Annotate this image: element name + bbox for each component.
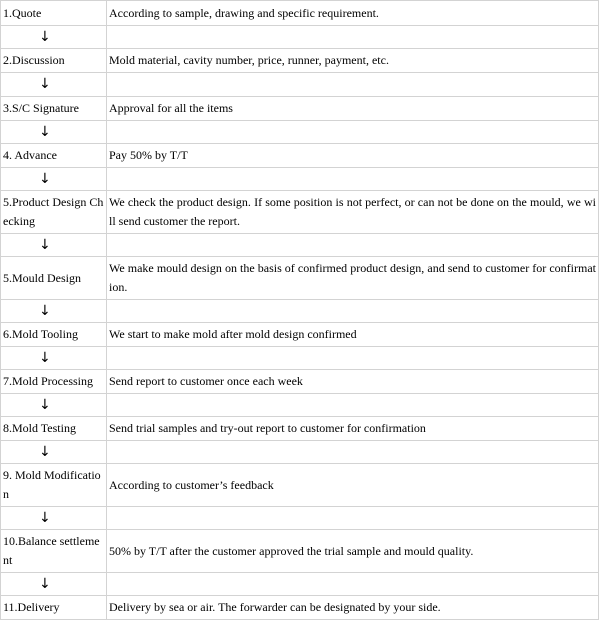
arrow-down-icon: ↓ xyxy=(39,302,51,319)
arrow-row xyxy=(1,507,599,530)
step-label: 4. Advance xyxy=(1,144,107,168)
arrow-cell xyxy=(1,168,107,191)
step-label: 11.Delivery xyxy=(1,596,107,620)
arrow-down-icon: ↓ xyxy=(39,396,51,413)
empty-cell xyxy=(107,168,599,191)
arrow-cell xyxy=(1,73,107,97)
step-label: 6.Mold Tooling xyxy=(1,323,107,347)
step-description: According to sample, drawing and specific requirement. xyxy=(107,1,599,26)
step-description: Pay 50% by T/T xyxy=(107,144,599,168)
step-description: 50% by T/T after the customer approved the trial sample and mould quality. xyxy=(107,530,599,573)
arrow-cell xyxy=(1,394,107,417)
arrow-row xyxy=(1,347,599,370)
step-row-mold-testing xyxy=(1,417,599,441)
empty-cell xyxy=(107,573,599,596)
arrow-cell xyxy=(1,300,107,323)
arrow-down-icon: ↓ xyxy=(39,443,51,460)
arrow-down-icon: ↓ xyxy=(39,575,51,592)
step-row-mold-tooling xyxy=(1,323,599,347)
step-label: 3.S/C Signature xyxy=(1,97,107,121)
arrow-row xyxy=(1,168,599,191)
empty-cell xyxy=(107,507,599,530)
empty-cell xyxy=(107,234,599,257)
arrow-cell xyxy=(1,121,107,144)
step-row-product-design-checking xyxy=(1,191,599,234)
step-label: 9. Mold Modification xyxy=(1,464,107,507)
empty-cell xyxy=(107,300,599,323)
arrow-row xyxy=(1,73,599,97)
step-row-delivery xyxy=(1,596,599,620)
step-description: Send report to customer once each week xyxy=(107,370,599,394)
step-label: 5.Product Design Checking xyxy=(1,191,107,234)
step-description: We make mould design on the basis of confirmed product design, and send to customer for confirmation. xyxy=(107,257,599,300)
empty-cell xyxy=(107,26,599,49)
arrow-row xyxy=(1,234,599,257)
arrow-row xyxy=(1,26,599,49)
step-label: 8.Mold Testing xyxy=(1,417,107,441)
arrow-cell xyxy=(1,441,107,464)
arrow-cell xyxy=(1,507,107,530)
arrow-cell xyxy=(1,234,107,257)
arrow-cell xyxy=(1,347,107,370)
step-description: Mold material, cavity number, price, runner, payment, etc. xyxy=(107,49,599,73)
arrow-cell xyxy=(1,573,107,596)
step-row-quote xyxy=(1,1,599,26)
arrow-down-icon: ↓ xyxy=(39,76,51,92)
step-row-mold-modification xyxy=(1,464,599,507)
empty-cell xyxy=(107,121,599,144)
step-row-balance-settlement xyxy=(1,530,599,573)
step-description: Approval for all the items xyxy=(107,97,599,121)
step-description: We check the product design. If some position is not perfect, or can not be done on the mould, we will send customer the report. xyxy=(107,191,599,234)
arrow-down-icon: ↓ xyxy=(39,123,51,140)
step-label: 2.Discussion xyxy=(1,49,107,73)
arrow-down-icon: ↓ xyxy=(39,28,51,45)
arrow-down-icon: ↓ xyxy=(39,509,51,526)
arrow-down-icon: ↓ xyxy=(39,170,51,187)
arrow-row xyxy=(1,394,599,417)
step-description: Delivery by sea or air. The forwarder can be designated by your side. xyxy=(107,596,599,620)
arrow-row xyxy=(1,121,599,144)
arrow-row xyxy=(1,300,599,323)
arrow-row xyxy=(1,441,599,464)
arrow-down-icon: ↓ xyxy=(39,349,51,366)
arrow-down-icon: ↓ xyxy=(39,236,51,253)
step-label: 5.Mould Design xyxy=(1,257,107,300)
step-row-signature xyxy=(1,97,599,121)
step-row-mould-design xyxy=(1,257,599,300)
step-description: Send trial samples and try-out report to customer for confirmation xyxy=(107,417,599,441)
step-label: 10.Balance settlement xyxy=(1,530,107,573)
step-description: We start to make mold after mold design confirmed xyxy=(107,323,599,347)
step-label: 1.Quote xyxy=(1,1,107,26)
empty-cell xyxy=(107,73,599,97)
step-label: 7.Mold Processing xyxy=(1,370,107,394)
step-row-discussion xyxy=(1,49,599,73)
step-row-mold-processing xyxy=(1,370,599,394)
arrow-row xyxy=(1,573,599,596)
empty-cell xyxy=(107,441,599,464)
empty-cell xyxy=(107,347,599,370)
step-description: According to customer’s feedback xyxy=(107,464,599,507)
step-row-advance xyxy=(1,144,599,168)
arrow-cell xyxy=(1,26,107,49)
empty-cell xyxy=(107,394,599,417)
